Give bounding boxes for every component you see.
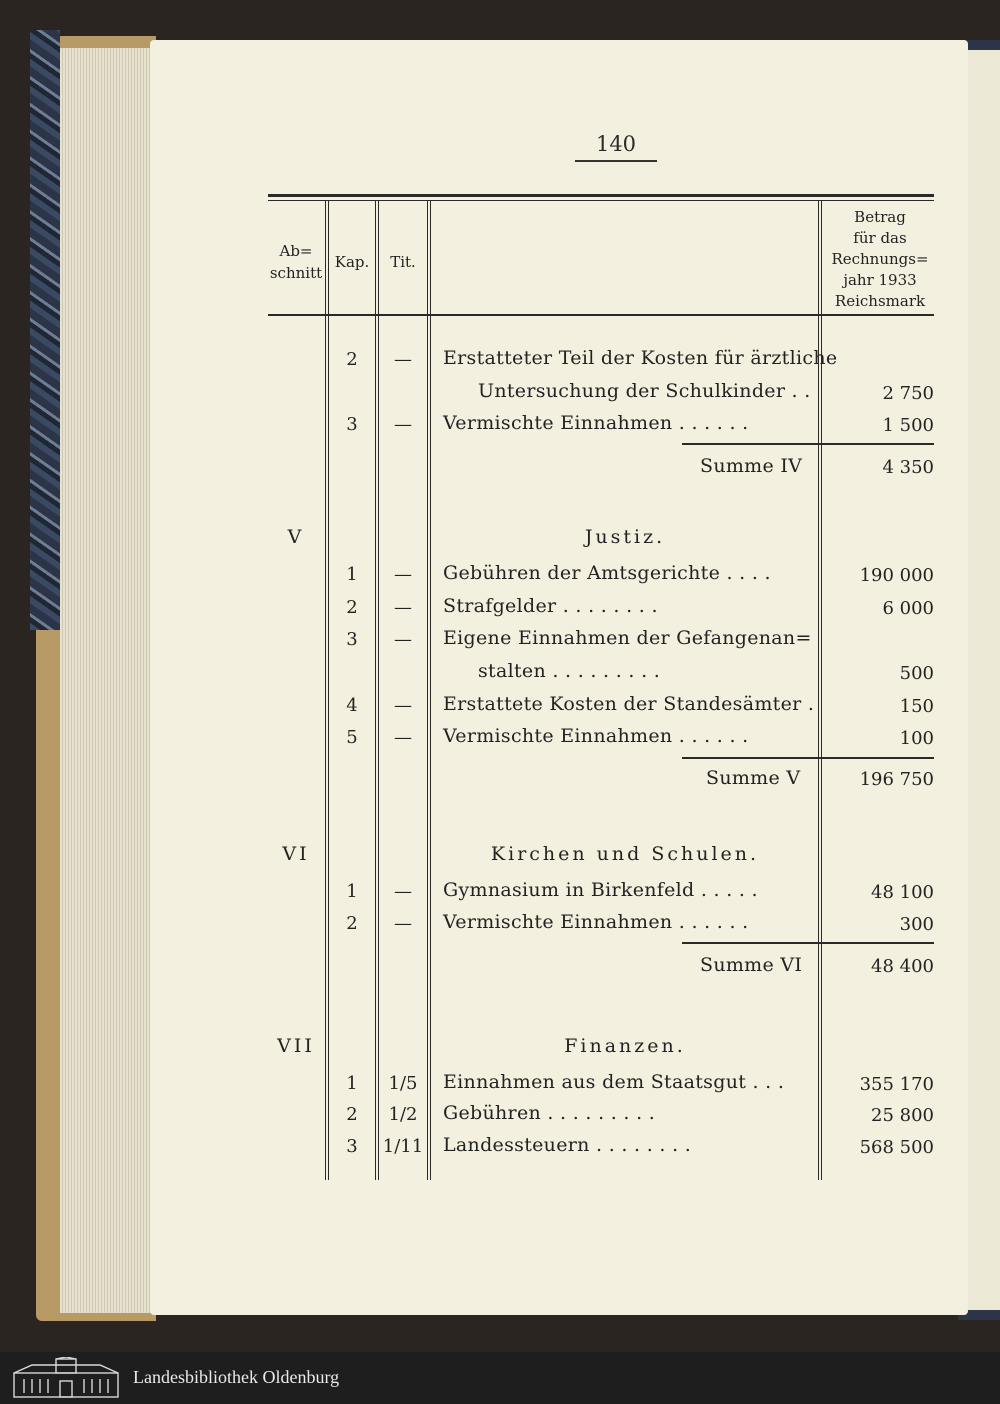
column-rule-kap: [375, 200, 379, 1180]
row-amount: 150: [899, 696, 934, 717]
sum-rule: [682, 757, 934, 759]
row-text: Erstattete Kosten der Standesämter .: [443, 693, 815, 715]
header-abschnitt: Ab= schnitt: [269, 242, 323, 282]
sum-amount: 48 400: [871, 956, 934, 977]
row-amount: 100: [899, 728, 934, 749]
section-number: V: [287, 526, 305, 548]
row-amount: 1 500: [882, 415, 934, 436]
section-title: Finanzen.: [564, 1035, 686, 1057]
row-kap: 2: [346, 1104, 358, 1125]
row-text: Vermischte Einnahmen . . . . . .: [443, 725, 749, 747]
sum-label: Summe VI: [700, 954, 803, 976]
row-amount: 6 000: [882, 598, 934, 619]
marbled-cover: [30, 30, 60, 630]
row-kap: 2: [346, 597, 358, 618]
row-text: Vermischte Einnahmen . . . . . .: [443, 911, 749, 933]
row-tit: —: [394, 564, 412, 585]
row-text: Landessteuern . . . . . . . .: [443, 1134, 692, 1156]
row-amount: 2 750: [882, 383, 934, 404]
row-tit: —: [394, 597, 412, 618]
section-number: VII: [277, 1035, 315, 1057]
row-text: Gebühren der Amtsgerichte . . . .: [443, 562, 771, 584]
row-kap: 4: [346, 695, 358, 716]
header-betrag: Betrag für das Rechnungs= jahr 1933 Reichsmark: [831, 208, 929, 310]
row-tit: —: [394, 414, 412, 435]
row-kap: 1: [346, 881, 358, 902]
row-text-cont: stalten . . . . . . . . .: [478, 660, 661, 682]
library-building-icon: [12, 1357, 120, 1399]
sum-amount: 196 750: [859, 769, 934, 790]
row-amount: 190 000: [859, 565, 934, 586]
column-rule-abschnitt: [325, 200, 329, 1180]
header-kap: Kap.: [334, 253, 370, 271]
page-edges: [60, 48, 160, 1313]
row-tit: —: [394, 629, 412, 650]
row-kap: 5: [346, 727, 358, 748]
row-text: Erstatteter Teil der Kosten für ärztliche: [443, 347, 838, 369]
section-title: Kirchen und Schulen.: [490, 843, 760, 865]
row-amount: 500: [899, 663, 934, 684]
row-kap: 2: [346, 349, 358, 370]
row-tit: 1/11: [382, 1136, 424, 1157]
row-tit: —: [394, 881, 412, 902]
row-tit: 1/5: [388, 1073, 418, 1094]
row-amount: 355 170: [859, 1074, 934, 1095]
row-text: Strafgelder . . . . . . . .: [443, 595, 658, 617]
row-amount: 300: [899, 914, 934, 935]
row-kap: 3: [346, 629, 358, 650]
next-page-edge: [966, 50, 1000, 1310]
row-text: Vermischte Einnahmen . . . . . .: [443, 412, 749, 434]
row-tit: —: [394, 913, 412, 934]
row-text-cont: Untersuchung der Schulkinder . .: [478, 380, 811, 402]
header-tit: Tit.: [390, 253, 416, 271]
row-text: Gymnasium in Birkenfeld . . . . .: [443, 879, 758, 901]
row-kap: 2: [346, 913, 358, 934]
library-name: Landesbibliothek Oldenburg: [133, 1367, 340, 1387]
row-tit: —: [394, 349, 412, 370]
row-kap: 1: [346, 1073, 358, 1094]
row-tit: —: [394, 727, 412, 748]
column-rule-tit: [427, 200, 431, 1180]
section-number: VI: [282, 843, 310, 865]
sum-rule: [682, 443, 934, 445]
row-amount: 48 100: [871, 882, 934, 903]
row-amount: 25 800: [871, 1105, 934, 1126]
page-number: 140: [595, 132, 637, 156]
row-kap: 3: [346, 414, 358, 435]
sum-amount: 4 350: [882, 457, 934, 478]
row-kap: 1: [346, 564, 358, 585]
sum-rule: [682, 942, 934, 944]
row-text: Eigene Einnahmen der Gefangenan=: [443, 627, 812, 649]
page-number-rule: [575, 160, 657, 162]
header-bottom-rule: [268, 314, 934, 316]
row-amount: 568 500: [859, 1137, 934, 1158]
row-text: Gebühren . . . . . . . . .: [443, 1102, 656, 1124]
table-top-rule: [268, 194, 934, 197]
table-top-rule-thin: [268, 200, 934, 201]
row-text: Einnahmen aus dem Staatsgut . . .: [443, 1071, 785, 1093]
row-kap: 3: [346, 1136, 358, 1157]
sum-label: Summe V: [706, 767, 801, 789]
sum-label: Summe IV: [700, 455, 803, 477]
row-tit: —: [394, 695, 412, 716]
row-tit: 1/2: [388, 1104, 418, 1125]
section-title: Justiz.: [584, 526, 666, 548]
